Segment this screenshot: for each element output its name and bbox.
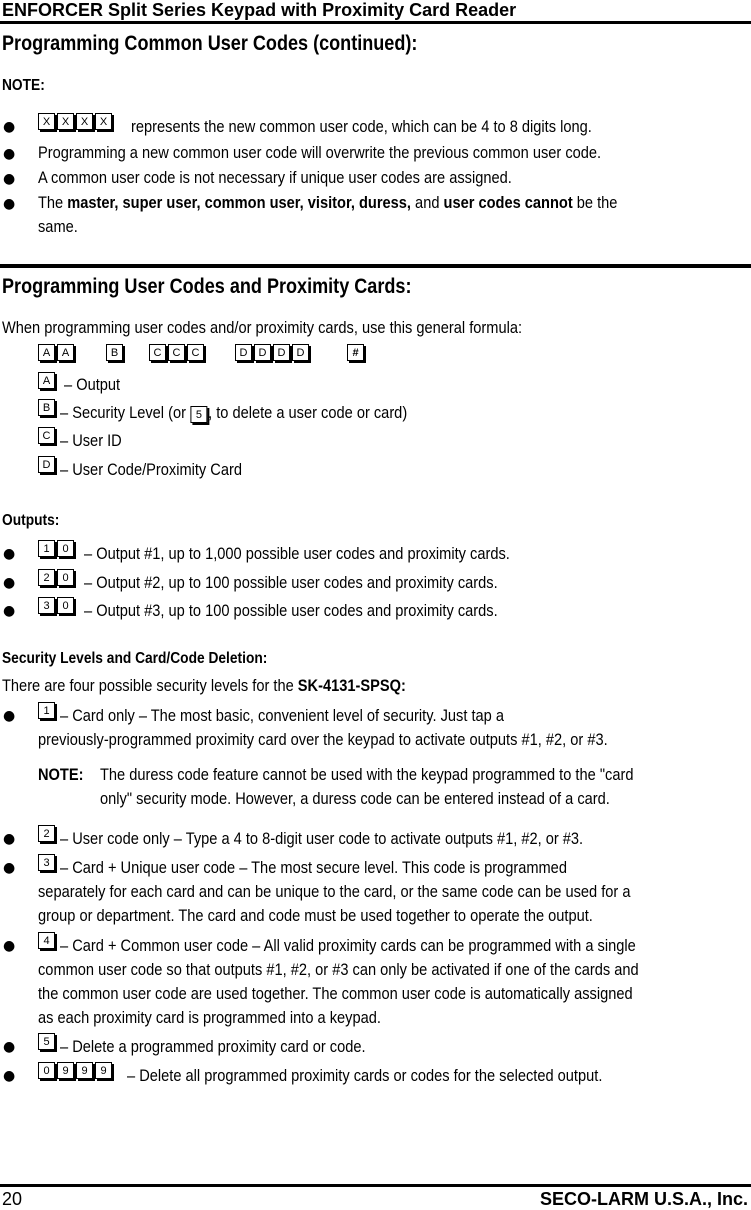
formula-keys-d — [235, 344, 309, 361]
legend-text: – User Code/Proximity Card — [60, 460, 242, 479]
note-text: only" security mode. However, a duress code can be entered instead of a card. — [100, 789, 610, 808]
keypad-key-icon: 9 — [95, 1062, 112, 1079]
keypad-key-icon: X — [38, 113, 55, 130]
output-text: – Output #1, up to 1,000 possible user codes and proximity cards. — [84, 544, 510, 563]
company-name: SECO-LARM U.S.A., Inc. — [539, 1189, 748, 1209]
keypad-key-icon: 9 — [76, 1062, 93, 1079]
keypad-key-icon: C — [168, 344, 185, 361]
keypad-key-icon: 0 — [38, 1062, 55, 1079]
bullet-text: The master, super user, common user, visitor, duress, and user codes cannot be the — [38, 193, 618, 212]
formula-keys-c — [149, 344, 204, 361]
security-key — [38, 932, 55, 949]
keypad-key-icon: # — [347, 344, 364, 361]
keypad-key-icon: C — [187, 344, 204, 361]
keypad-key-icon: 5 — [38, 1033, 55, 1050]
keypad-key-icon: C — [149, 344, 166, 361]
section-title-user-codes: Programming User Codes and Proximity Cards: — [2, 275, 412, 298]
security-title: Security Levels and Card/Code Deletion: — [2, 650, 268, 667]
bullet-icon: ● — [3, 1068, 16, 1084]
note-text: The duress code feature cannot be used with the keypad programmed to the "card — [100, 765, 634, 784]
bullet-icon: ● — [3, 146, 16, 162]
bullet-icon: ● — [3, 860, 16, 876]
legend-text: – User ID — [60, 431, 122, 450]
keypad-key-icon: D — [254, 344, 271, 361]
keypad-key-icon: 4 — [38, 932, 55, 949]
legend-text: – Output — [64, 375, 121, 394]
security-text: – Delete all programmed proximity cards or codes for the selected output. — [127, 1066, 603, 1085]
bullet-text: A common user code is not necessary if unique user codes are assigned. — [38, 168, 512, 187]
security-text: previously-programmed proximity card over the keypad to activate outputs #1, #2, or #3. — [38, 730, 608, 749]
keypad-key-icon: D — [38, 456, 55, 473]
bullet-icon: ● — [3, 1039, 16, 1055]
note-label: NOTE: — [38, 765, 84, 784]
formula-intro: When programming user codes and/or proximity cards, use this general formula: — [2, 318, 523, 337]
footer-rule — [0, 1184, 751, 1187]
formula-keys-hash — [347, 344, 364, 361]
keypad-key-icon: 3 — [38, 854, 55, 871]
keypad-key-icon: 5 — [191, 406, 208, 423]
security-key — [38, 702, 55, 719]
keypad-key-icon: 1 — [38, 702, 55, 719]
keypad-key-icon: X — [76, 113, 93, 130]
bullet-icon: ● — [3, 708, 16, 724]
keypad-key-icon: B — [106, 344, 123, 361]
keypad-key-icon: 9 — [57, 1062, 74, 1079]
keypad-key-icon: A — [57, 344, 74, 361]
security-intro: There are four possible security levels for the SK-4131-SPSQ: — [2, 676, 406, 695]
security-key — [38, 825, 55, 842]
section-rule — [0, 264, 751, 268]
header-title: ENFORCER Split Series Keypad with Proximity Card Reader — [2, 0, 517, 20]
legend-key-d — [38, 456, 55, 473]
output-text: – Output #3, up to 100 possible user codes and proximity cards. — [84, 601, 498, 620]
keypad-key-icon: 0 — [57, 569, 74, 586]
bullet-text: represents the new common user code, which can be 4 to 8 digits long. — [131, 117, 592, 136]
security-text: – Card only – The most basic, convenient level of security. Just tap a — [60, 706, 504, 725]
bullet-icon: ● — [3, 575, 16, 591]
bullet-icon: ● — [3, 603, 16, 619]
keypad-key-icon: 1 — [38, 540, 55, 557]
keypad-key-icon: D — [292, 344, 309, 361]
security-key — [38, 1033, 55, 1050]
keypad-key-icon: D — [273, 344, 290, 361]
security-text: common user code so that outputs #1, #2, or #3 can only be activated if one of the cards and — [38, 960, 639, 979]
legend-text: – Security Level (or 5 , to delete a user code or card) — [60, 403, 408, 422]
keypad-key-icon: B — [38, 399, 55, 416]
output-keys — [38, 597, 74, 614]
keypad-key-icon: 2 — [38, 825, 55, 842]
security-text: separately for each card and can be unique to the card, or the same code can be used for a — [38, 882, 631, 901]
keypad-key-icon: A — [38, 372, 55, 389]
page-number: 20 — [2, 1189, 23, 1209]
keypad-key-icon: A — [38, 344, 55, 361]
keypad-key-icon: X — [57, 113, 74, 130]
note-label: NOTE: — [2, 77, 45, 94]
security-text: group or department. The card and code must be used together to operate the output. — [38, 906, 593, 925]
keypad-key-icon: 2 — [38, 569, 55, 586]
key-group-x — [38, 113, 112, 130]
header-rule — [0, 21, 751, 24]
legend-key-b — [38, 399, 55, 416]
output-keys — [38, 569, 74, 586]
bullet-icon: ● — [3, 831, 16, 847]
keypad-key-icon: 3 — [38, 597, 55, 614]
security-key — [38, 854, 55, 871]
formula-keys-a — [38, 344, 74, 361]
outputs-title: Outputs: — [2, 512, 60, 529]
bullet-icon: ● — [3, 196, 16, 212]
security-text: – Delete a programmed proximity card or code. — [60, 1037, 366, 1056]
section-title-common-codes: Programming Common User Codes (continued): — [2, 32, 418, 55]
security-text: – Card + Common user code – All valid proximity cards can be programmed with a single — [60, 936, 636, 955]
security-text: as each proximity card is programmed into a keypad. — [38, 1008, 381, 1027]
legend-key-a — [38, 372, 55, 389]
bullet-text: Programming a new common user code will overwrite the previous common user code. — [38, 143, 602, 162]
bullet-icon: ● — [3, 119, 16, 135]
security-keys — [38, 1062, 112, 1079]
bullet-icon: ● — [3, 546, 16, 562]
keypad-key-icon: D — [235, 344, 252, 361]
bullet-icon: ● — [3, 938, 16, 954]
keypad-key-icon: 0 — [57, 540, 74, 557]
output-text: – Output #2, up to 100 possible user codes and proximity cards. — [84, 573, 498, 592]
formula-keys-b — [106, 344, 123, 361]
keypad-key-icon: C — [38, 427, 55, 444]
legend-key-c — [38, 427, 55, 444]
security-text: the common user code are used together. The common user code is automatically assigned — [38, 984, 633, 1003]
security-text: – User code only – Type a 4 to 8-digit user code to activate outputs #1, #2, or #3. — [60, 829, 584, 848]
keypad-key-icon: 0 — [57, 597, 74, 614]
bullet-icon: ● — [3, 171, 16, 187]
security-text: – Card + Unique user code – The most secure level. This code is programmed — [60, 858, 567, 877]
bullet-text: same. — [38, 217, 78, 236]
output-keys — [38, 540, 74, 557]
keypad-key-icon: X — [95, 113, 112, 130]
